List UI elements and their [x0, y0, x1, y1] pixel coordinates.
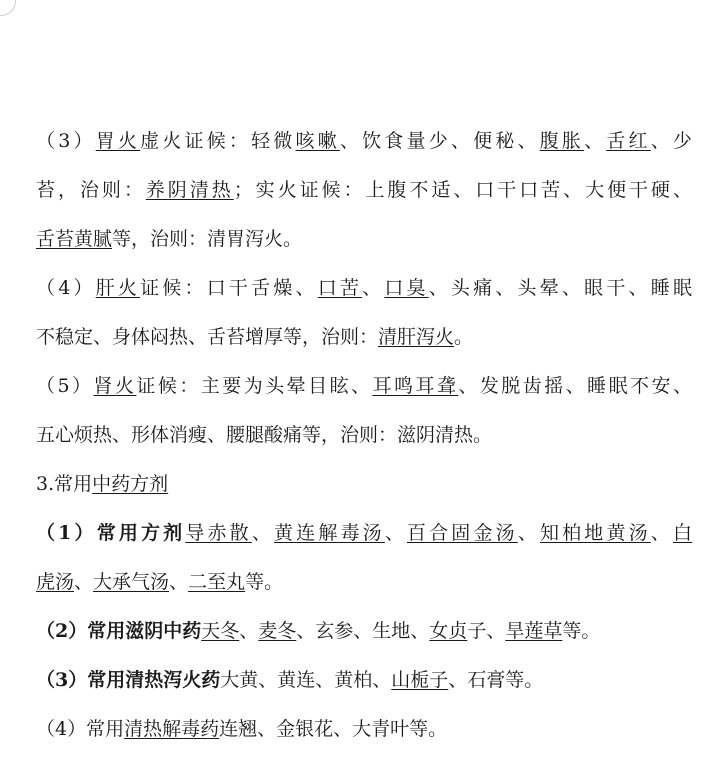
liver-fire-line-2: [36, 313, 692, 362]
text-run: （5）: [36, 375, 94, 397]
text-run: 、: [169, 571, 189, 593]
text-run: 等。: [562, 620, 601, 642]
text-run: 3.常用: [36, 473, 93, 495]
text-run: 苔，治则：: [36, 179, 146, 201]
text-run: 证候：口干舌燥、: [140, 277, 318, 299]
stomach-fire-line-1: [36, 117, 692, 166]
text-run: 等，治则：清胃泻火。: [112, 228, 303, 250]
prescriptions-line-1: [36, 509, 692, 558]
corner-arc-decoration: [0, 0, 16, 16]
text-run: ；实火证候：上腹不适、口干口苦、大便干硬、: [233, 179, 692, 201]
heat-clearing-line: [36, 656, 692, 705]
underlined-term: 肝火: [95, 277, 141, 299]
text-run: 、: [239, 620, 259, 642]
stomach-fire-line-3: [36, 215, 692, 264]
underlined-term: 山栀子: [391, 669, 449, 691]
text-run: 、: [384, 522, 407, 544]
underlined-term: 白: [672, 522, 692, 544]
underlined-term: 女贞: [429, 620, 468, 642]
text-run: 、石膏等。: [448, 669, 544, 691]
text-run: 子、: [467, 620, 506, 642]
underlined-term: 天冬: [201, 620, 240, 642]
liver-fire-line-1: [36, 264, 692, 313]
text-run: 、少: [650, 130, 692, 152]
underlined-term: 知柏地黄汤: [539, 522, 651, 544]
underlined-term: 导赤散: [185, 522, 252, 544]
text-run: 、: [74, 571, 94, 593]
underlined-term: 麦冬: [258, 620, 297, 642]
text-run: 、: [517, 522, 540, 544]
prescriptions-line-2: [36, 558, 692, 607]
kidney-fire-line-2: [36, 411, 692, 460]
bold-label: （3）常用清热泻火药: [36, 669, 221, 691]
text-run: 、: [251, 522, 274, 544]
underlined-term: 口苦: [317, 277, 363, 299]
text-run: 、玄参、生地、: [296, 620, 430, 642]
text-run: 不稳定、身体闷热、舌苔增厚等，治则：: [36, 326, 379, 348]
text-run: 五心烦热、形体消瘦、腰腿酸痛等，治则：滋阴清热。: [36, 424, 493, 446]
underlined-term: 黄连解毒汤: [274, 522, 385, 544]
underlined-term: 胃火: [95, 130, 141, 152]
underlined-term: 耳鸣耳聋: [372, 375, 459, 397]
underlined-term: 虎汤: [36, 571, 75, 593]
text-run: 、: [362, 277, 385, 299]
text-run: 等。: [245, 571, 284, 593]
text-run: 虚火证候：轻微: [140, 130, 296, 152]
underlined-term: 肾火: [93, 375, 137, 397]
underlined-term: 舌红: [606, 130, 651, 152]
underlined-term: 口臭: [384, 277, 429, 299]
bold-label: （2）常用滋阴中药: [36, 620, 202, 642]
underlined-term: 腹胀: [539, 130, 585, 152]
stomach-fire-line-2: [36, 166, 692, 215]
underlined-term: 大承气汤: [93, 571, 170, 593]
underlined-term: 二至丸: [188, 571, 246, 593]
underlined-term: 旱莲草: [505, 620, 563, 642]
text-run: 。: [454, 326, 474, 348]
underlined-term: 养阴清热: [145, 179, 234, 201]
underlined-term: 中药方剂: [92, 473, 169, 495]
text-run: 大黄、黄连、黄柏、: [220, 669, 392, 691]
underlined-term: 清肝泻火: [378, 326, 455, 348]
yin-nourishing-line: [36, 607, 692, 656]
text-run: 、: [650, 522, 673, 544]
detox-line: [36, 705, 692, 754]
text-run: （3）: [36, 130, 96, 152]
text-run: 、头痛、头晕、眼干、睡眠: [428, 277, 692, 299]
kidney-fire-line-1: [36, 362, 692, 411]
text-run: 、: [584, 130, 607, 152]
text-run: 连翘、金银花、大青叶等。: [219, 718, 448, 740]
underlined-term: 舌苔黄腻: [36, 228, 113, 250]
text-run: 、饮食量少、便秘、: [339, 130, 540, 152]
bold-label: （1）常用方剂: [36, 522, 186, 544]
text-run: 证候：主要为头晕目眩、: [136, 375, 373, 397]
underlined-term: 咳嗽: [295, 130, 340, 152]
underlined-term: 百合固金汤: [406, 522, 518, 544]
text-run: （4）: [36, 277, 96, 299]
text-run: （4）常用: [36, 718, 125, 740]
underlined-term: 清热解毒药: [124, 718, 220, 740]
text-run: 、发脱齿摇、睡眠不安、: [458, 375, 692, 397]
section-heading-3: [36, 460, 692, 509]
document-body: [36, 117, 692, 754]
